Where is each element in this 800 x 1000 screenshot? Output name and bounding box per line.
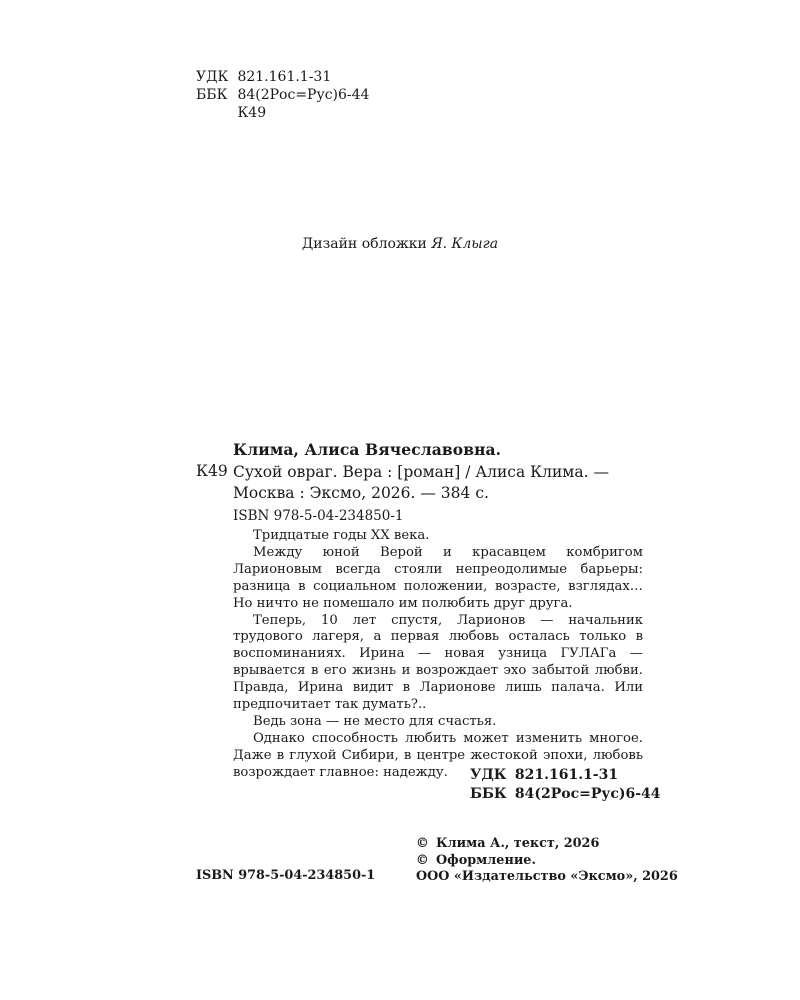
author-sign-code: К49	[196, 462, 228, 480]
copyright-text: Оформление.	[436, 852, 536, 868]
annotation-paragraph: Однако способность любить может изменить многое. Даже в глухой Сибири, в центре жестокой эпохи, любовь возрождает главное: надежду.	[233, 730, 643, 780]
author-sign-row	[196, 104, 369, 122]
bbk-label: ББК	[196, 87, 228, 103]
title-description: Сухой овраг. Вера : [роман] / Алиса Клима. — Москва : Эксмо, 2026. — 384 с.	[233, 463, 609, 502]
bbk-row-bottom	[470, 785, 661, 804]
bbk-label-bottom: ББК	[470, 786, 507, 802]
udk-row	[196, 68, 369, 86]
annotation-paragraph: Ведь зона — не место для счастья.	[253, 713, 497, 729]
copyright-block	[416, 836, 678, 886]
copyright-text: ООО «Издательство «Эксмо», 2026	[416, 869, 678, 884]
design-prefix: Дизайн обложки	[301, 236, 427, 252]
cover-design-credit	[0, 236, 800, 252]
classification-codes-top	[196, 68, 369, 122]
bbk-row	[196, 86, 369, 104]
udk-label: УДК	[196, 69, 229, 85]
copyright-line	[416, 836, 678, 853]
copyright-line	[416, 869, 678, 886]
classification-codes-bottom	[470, 766, 661, 804]
udk-row-bottom	[470, 766, 661, 785]
udk-value-bottom: 821.161.1-31	[514, 767, 619, 783]
annotation-paragraph: Тридцатые годы XX века.	[253, 528, 430, 543]
isbn-record: ISBN 978-5-04-234850-1	[233, 508, 404, 524]
copyright-text: Клима А., текст, 2026	[436, 836, 600, 851]
author-sign-top: К49	[237, 105, 267, 121]
annotation	[233, 528, 643, 782]
author-heading: Клима, Алиса Вячеславовна.	[233, 440, 502, 459]
udk-value: 821.161.1-31	[237, 69, 332, 85]
annotation-paragraph: Между юной Верой и красавцем комбригом Ларионовым всегда стояли непреодолимые барьеры: разница в социальном положении, возрасте, взглядах… Но ничто не помешало им полюбить друг друга.	[233, 544, 643, 611]
bbk-value-bottom: 84(2Рос=Рус)6-44	[514, 786, 661, 802]
copyright-line	[416, 853, 678, 870]
annotation-paragraph: Теперь, 10 лет спустя, Ларионов — начальник трудового лагеря, а первая любовь осталась только в воспоминаниях. Ирина — новая узница ГУЛАГа — врывается в его жизнь и возрождает эхо забытой любви. Правда, Ирина видит в Ларионове лишь палача. Или предпочитает так думать?..	[233, 612, 643, 713]
isbn-bottom: ISBN 978-5-04-234850-1	[196, 868, 376, 883]
designer-name: Я. Клыга	[431, 236, 499, 252]
copyright-symbol: ©	[416, 836, 429, 851]
udk-label-bottom: УДК	[470, 767, 507, 783]
bbk-value: 84(2Рос=Рус)6-44	[237, 87, 370, 103]
copyright-symbol: ©	[416, 852, 429, 868]
